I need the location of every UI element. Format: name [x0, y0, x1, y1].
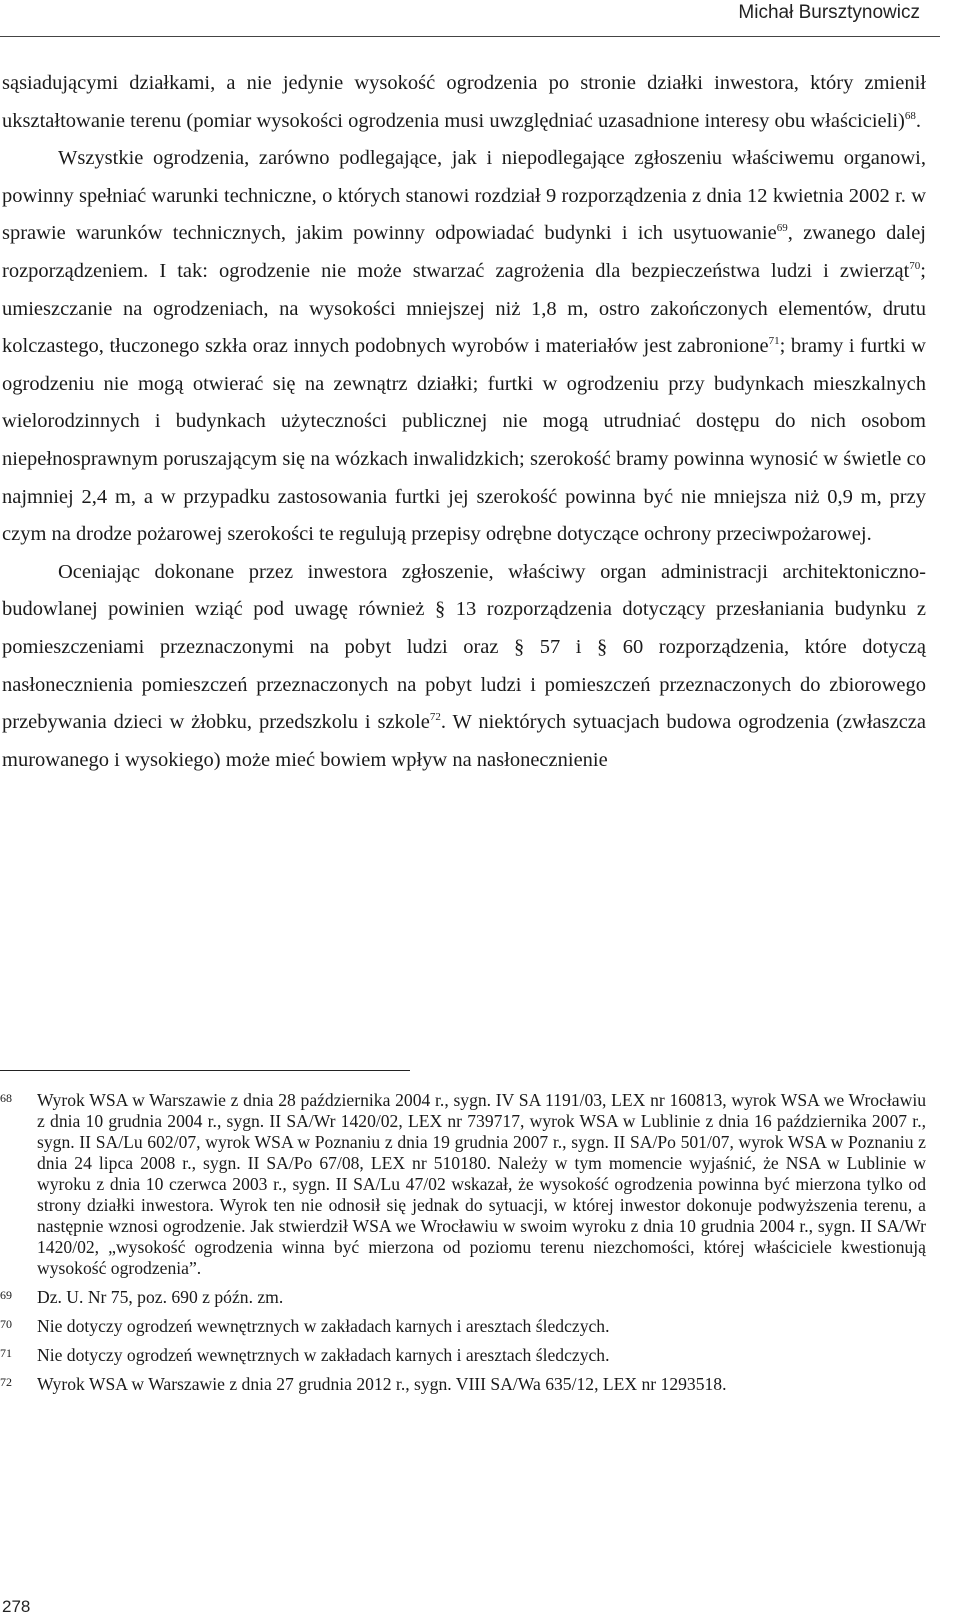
footnote-number: 69	[0, 1288, 12, 1302]
footnote-72	[0, 1374, 926, 1395]
footnotes	[0, 1090, 926, 1403]
footnote-number: 70	[0, 1317, 12, 1331]
running-header-author: Michał Bursztynowicz	[738, 2, 920, 23]
footnote-70	[0, 1316, 926, 1337]
footnote-ref-71[interactable]: 71	[768, 335, 780, 348]
footnote-71	[0, 1345, 926, 1366]
header-rule	[0, 36, 940, 37]
footnote-69	[0, 1287, 926, 1308]
running-header	[0, 0, 960, 44]
footnote-text: Dz. U. Nr 75, poz. 690 z późn. zm.	[37, 1287, 284, 1307]
footnote-text: Wyrok WSA w Warszawie z dnia 28 października 2004 r., sygn. IV SA 1191/03, LEX nr 160813, wyrok WSA we Wrocławiu z dnia 10 grudnia 2004 r., sygn. II SA/Wr 1420/02, LEX nr 739717, wyrok WSA w Lublinie z dnia 16 października 2007 r., sygn. II SA/Lu 602/07, wyrok WSA w Poznaniu z dnia 19 grudnia 2007 r., sygn. II SA/Po 501/07, wyrok WSA w Poznaniu z dnia 24 lipca 2008 r., sygn. II SA/Po 67/08, LEX nr 510180. Należy w tym momencie wyjaśnić, że NSA w Lublinie w wyroku z dnia 10 czerwca 2003 r., sygn. II SA/Lu 47/02 wskazał, że wysokość ogrodzenia powinna być mierzona tylko od strony działki inwestora. Wyrok ten nie odnosił się jednak do sytuacji, w której inwestor dokonuje podwyższenia terenu, a następnie wznosi ogrodzenie. Jak stwierdził WSA we Wrocławiu w swoim wyroku z dnia 10 grudnia 2004 r., sygn. II SA/Wr 1420/02, „wysokość ogrodzenia winna być mierzona od poziomu terenu niezchomości, której właściciele kwestionują wysokość ogrodzenia”.	[37, 1090, 926, 1278]
footnote-separator	[0, 1070, 410, 1071]
footnote-ref-70[interactable]: 70	[909, 259, 921, 272]
footnote-number: 71	[0, 1346, 12, 1360]
paragraph-insolation: Oceniając dokonane przez inwestora zgłoszenie, właściwy organ administracji architektoniczno-budowlanej powinien wziąć pod uwagę również § 13 rozporządzenia dotyczący przesłaniania budynku z pomieszczeniami przeznaczonymi na pobyt ludzi oraz § 57 i § 60 rozporządzenia, które dotyczą nasłonecznienia pomieszczeń przeznaczonych na pobyt ludzi i pomieszczeń przeznaczonych do zbiorowego przebywania dzieci w żłobku, przedszkolu i szkole$^{72}$. W niektórych sytuacjach budowa ogrodzenia (zwłaszcza murowanego i wysokiego) może mieć bowiem wpływ na nasłonecznienie	[2, 560, 926, 771]
footnote-ref-72[interactable]: 72	[429, 711, 441, 724]
main-text	[2, 65, 926, 779]
footnote-text: Wyrok WSA w Warszawie z dnia 27 grudnia 2012 r., sygn. VIII SA/Wa 635/12, LEX nr 1293518.	[37, 1374, 727, 1394]
paragraph-fences-requirements: Wszystkie ogrodzenia, zarówno podlegające, jak i niepodlegające zgłoszeniu właściwemu organowi, powinny spełniać warunki techniczne, o których stanowi rozdział 9 rozporządzenia z dnia 12 kwietnia 2002 r. w sprawie warunków technicznych, jakim powinny odpowiadać budynki i ich usytuowanie$^{69}$, zwanego dalej rozporządzeniem. I tak: ogrodzenie nie może stwarzać zagrożenia dla bezpieczeństwa ludzi i zwierząt$^{70}$; umieszczanie na ogrodzeniach, na wysokości mniejszej niż 1,8 m, ostro zakończonych elementów, drutu kolczastego, tłuczonego szkła oraz innych podobnych wyrobów i materiałów jest zabronione$^{71}$; bramy i furtki w ogrodzeniu nie mogą otwierać się na zewnątrz działki; furtki w ogrodzeniu przy budynkach mieszkalnych wielorodzinnych i budynkach użyteczności publicznej nie mogą utrudniać dostępu do nich osobom niepełnosprawnym poruszającym się na wózkach inwalidzkich; szerokość bramy powinna wynosić w świetle co najmniej 2,4 m, a w przypadku zastosowania furtki jej szerokość powinna być nie mniejsza niż 0,9 m, przy czym na drodze pożarowej szerokości te regulują przepisy odrębne dotyczące ochrony przeciwpożarowej.	[2, 147, 926, 546]
page-number: 278	[2, 1597, 31, 1616]
footnote-number: 72	[0, 1375, 12, 1389]
footnote-text: Nie dotyczy ogrodzeń wewnętrznych w zakładach karnych i aresztach śledczych.	[37, 1345, 610, 1365]
footnote-number: 68	[0, 1091, 12, 1105]
footnote-68	[0, 1090, 926, 1279]
footnote-ref-69[interactable]: 69	[776, 222, 788, 235]
footnote-text: Nie dotyczy ogrodzeń wewnętrznych w zakładach karnych i aresztach śledczych.	[37, 1316, 610, 1336]
footnote-ref-68[interactable]: 68	[904, 109, 916, 122]
paragraph-continuation: sąsiadującymi działkami, a nie jedynie wysokość ogrodzenia po stronie działki inwestora, który zmienił ukształtowanie terenu (pomiar wysokości ogrodzenia musi uwzględniać uzasadnione interesy obu właścicieli)$^{68}$.	[2, 72, 926, 132]
